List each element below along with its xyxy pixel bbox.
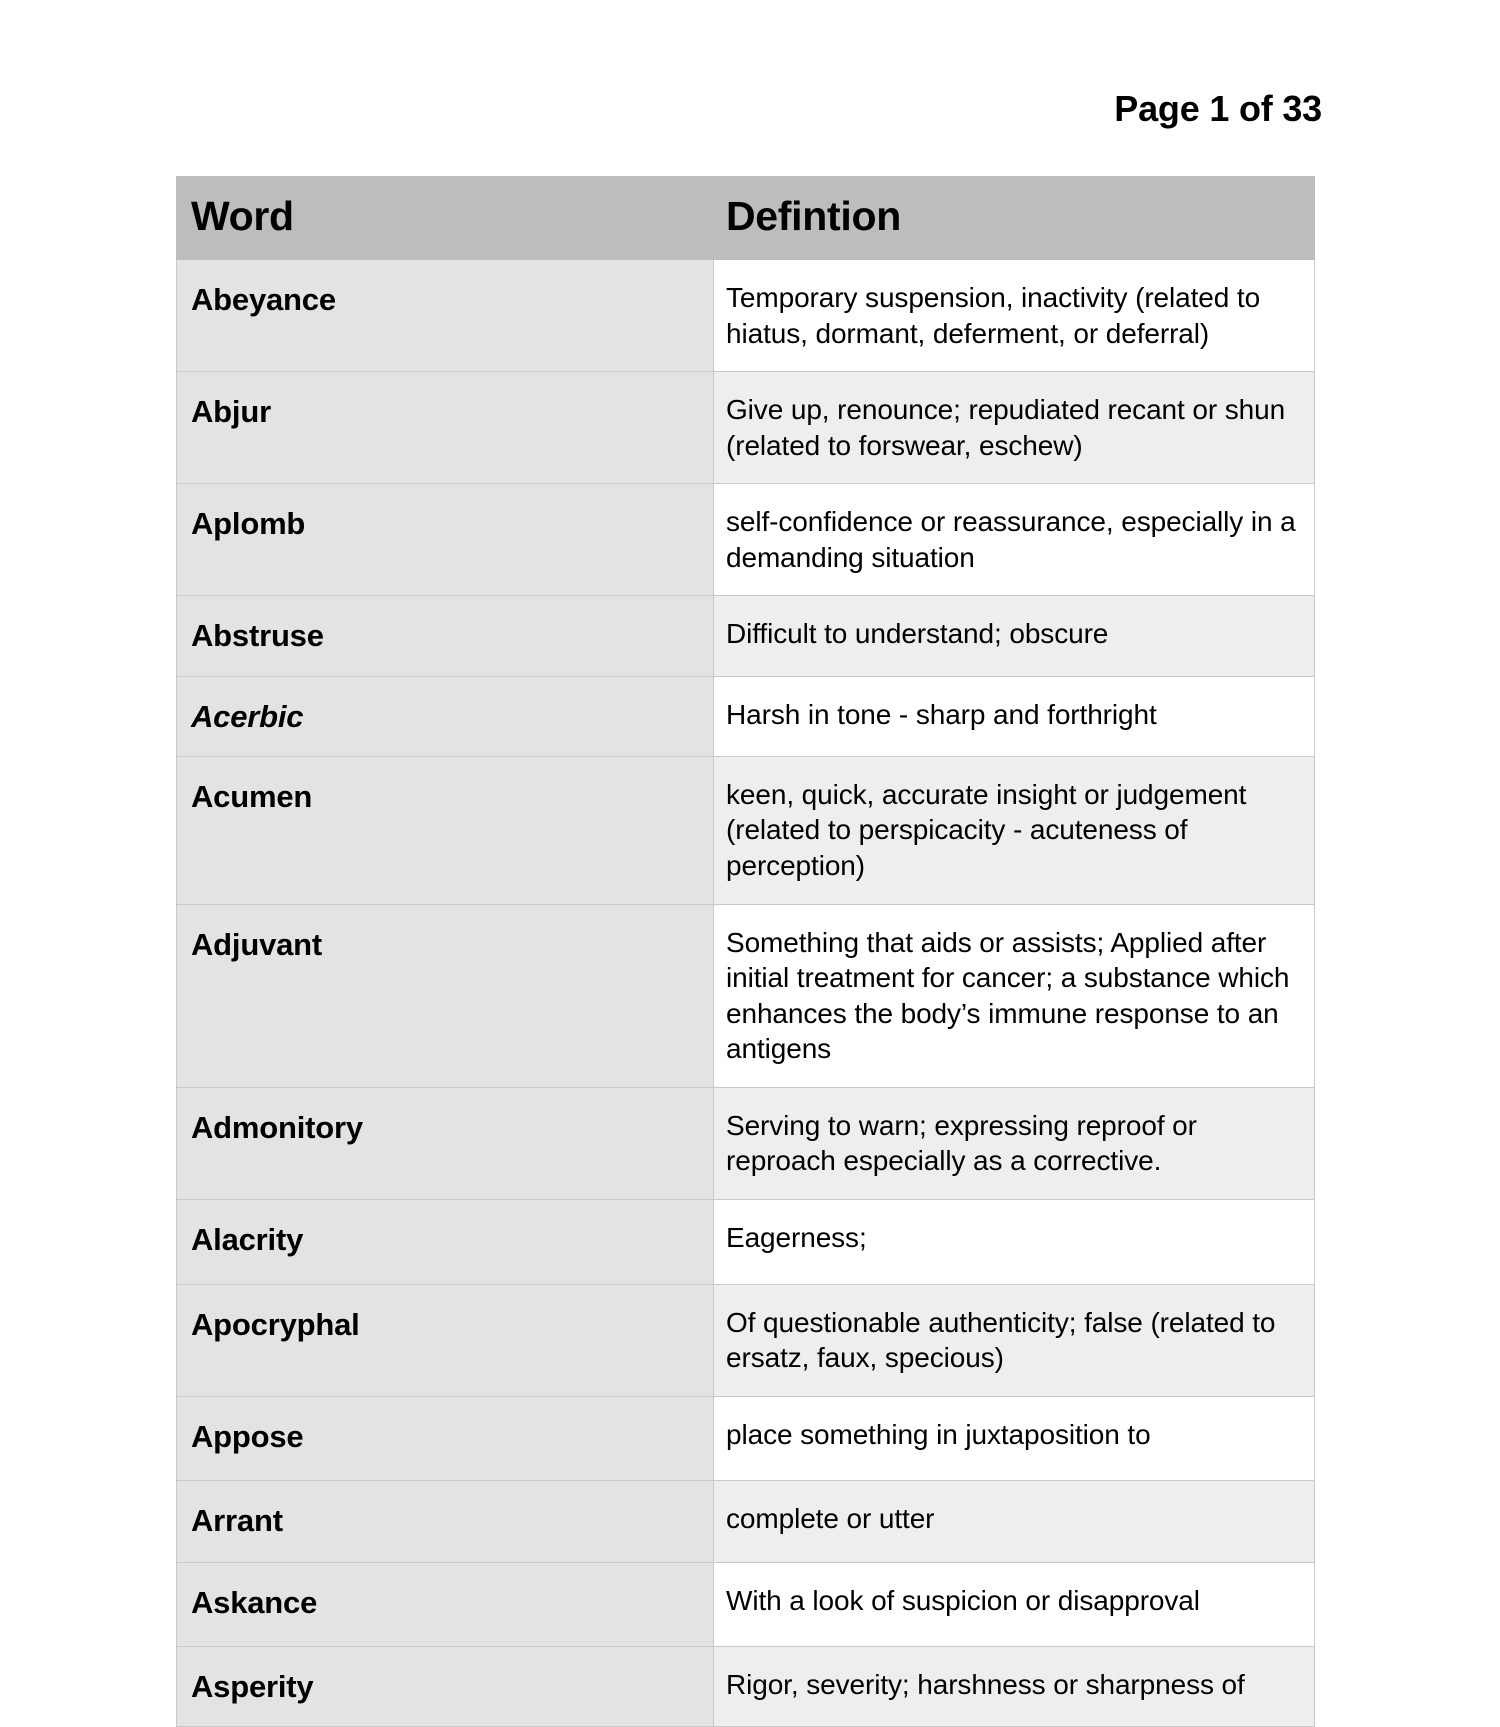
definition-text: complete or utter — [726, 1502, 935, 1534]
table-row — [177, 1396, 1315, 1480]
table-row — [177, 904, 1315, 1087]
word-cell — [177, 1480, 714, 1562]
definition-text: With a look of suspicion or disapproval — [726, 1584, 1200, 1616]
definition-text: place something in juxtaposition to — [726, 1418, 1151, 1450]
word-cell — [177, 904, 714, 1087]
table-row — [177, 676, 1315, 756]
word-cell — [177, 260, 714, 372]
word-text: Abstruse — [191, 618, 324, 654]
word-text: Asperity — [191, 1668, 314, 1704]
definition-cell — [714, 1646, 1315, 1726]
definition-cell — [714, 1396, 1315, 1480]
word-cell — [177, 1199, 714, 1284]
definition-text: Serving to warn; expressing reproof or reproach especially as a corrective. — [726, 1109, 1197, 1177]
word-cell — [177, 676, 714, 756]
definition-text: Give up, renounce; repudiated recant or shun (related to forswear, eschew) — [726, 394, 1286, 461]
word-text: Appose — [191, 1418, 304, 1454]
word-text: Alacrity — [191, 1221, 304, 1257]
table-row — [177, 596, 1315, 676]
table-body — [177, 260, 1315, 1727]
table-header-row — [177, 177, 1315, 260]
word-text: Arrant — [191, 1502, 283, 1538]
word-text: Abjur — [191, 394, 271, 430]
definition-cell — [714, 1284, 1315, 1396]
word-text: Acumen — [191, 778, 313, 814]
table-row — [177, 260, 1315, 372]
word-text: Apocryphal — [191, 1306, 360, 1342]
table-row — [177, 1284, 1315, 1396]
definition-cell — [714, 1480, 1315, 1562]
definition-text: Temporary suspension, inactivity (related to hiatus, dormant, deferment, or deferral) — [726, 282, 1261, 349]
table-row — [177, 1199, 1315, 1284]
table-row — [177, 1646, 1315, 1726]
table-row — [177, 484, 1315, 596]
definition-text: Rigor, severity; harshness or sharpness of — [726, 1668, 1245, 1700]
table-row — [177, 756, 1315, 904]
word-cell — [177, 596, 714, 676]
definition-text: Difficult to understand; obscure — [726, 618, 1109, 650]
word-text: Askance — [191, 1584, 318, 1620]
word-text: Abeyance — [191, 282, 336, 317]
table-row — [177, 1087, 1315, 1199]
word-cell — [177, 1562, 714, 1646]
definition-cell — [714, 484, 1315, 596]
column-header-definition: Defintion — [714, 177, 1315, 260]
page-number-label: Page 1 of 33 — [1114, 88, 1322, 129]
word-cell — [177, 1396, 714, 1480]
definition-cell — [714, 1087, 1315, 1199]
definition-cell — [714, 372, 1315, 484]
definition-text: Of questionable authenticity; false (related to ersatz, faux, specious) — [726, 1306, 1276, 1374]
word-text: Acerbic — [191, 698, 304, 734]
definition-text: Something that aids or assists; Applied after initial treatment for cancer; a substance which enhances the body’s immune response to an antigens — [726, 926, 1290, 1065]
table-row — [177, 372, 1315, 484]
word-cell — [177, 1284, 714, 1396]
table-row — [177, 1562, 1315, 1646]
word-text: Adjuvant — [191, 926, 323, 962]
word-text: Admonitory — [191, 1109, 363, 1145]
word-cell — [177, 1646, 714, 1726]
definition-text: Eagerness; — [726, 1221, 867, 1253]
definition-cell — [714, 1199, 1315, 1284]
word-cell — [177, 372, 714, 484]
column-header-word: Word — [177, 177, 714, 260]
definition-cell — [714, 756, 1315, 904]
definition-text: Harsh in tone - sharp and forthright — [726, 698, 1157, 730]
table-header — [177, 177, 1315, 260]
definition-text: keen, quick, accurate insight or judgement (related to perspicacity - acuteness of perception) — [726, 778, 1247, 882]
word-cell — [177, 756, 714, 904]
definition-cell — [714, 596, 1315, 676]
definition-cell — [714, 260, 1315, 372]
definition-cell — [714, 904, 1315, 1087]
definition-text: self-confidence or reassurance, especially in a demanding situation — [726, 506, 1296, 573]
word-cell — [177, 1087, 714, 1199]
definition-cell — [714, 676, 1315, 756]
word-text: Aplomb — [191, 506, 306, 542]
vocabulary-table — [176, 176, 1315, 1727]
word-cell — [177, 484, 714, 596]
table-row — [177, 1480, 1315, 1562]
definition-cell — [714, 1562, 1315, 1646]
